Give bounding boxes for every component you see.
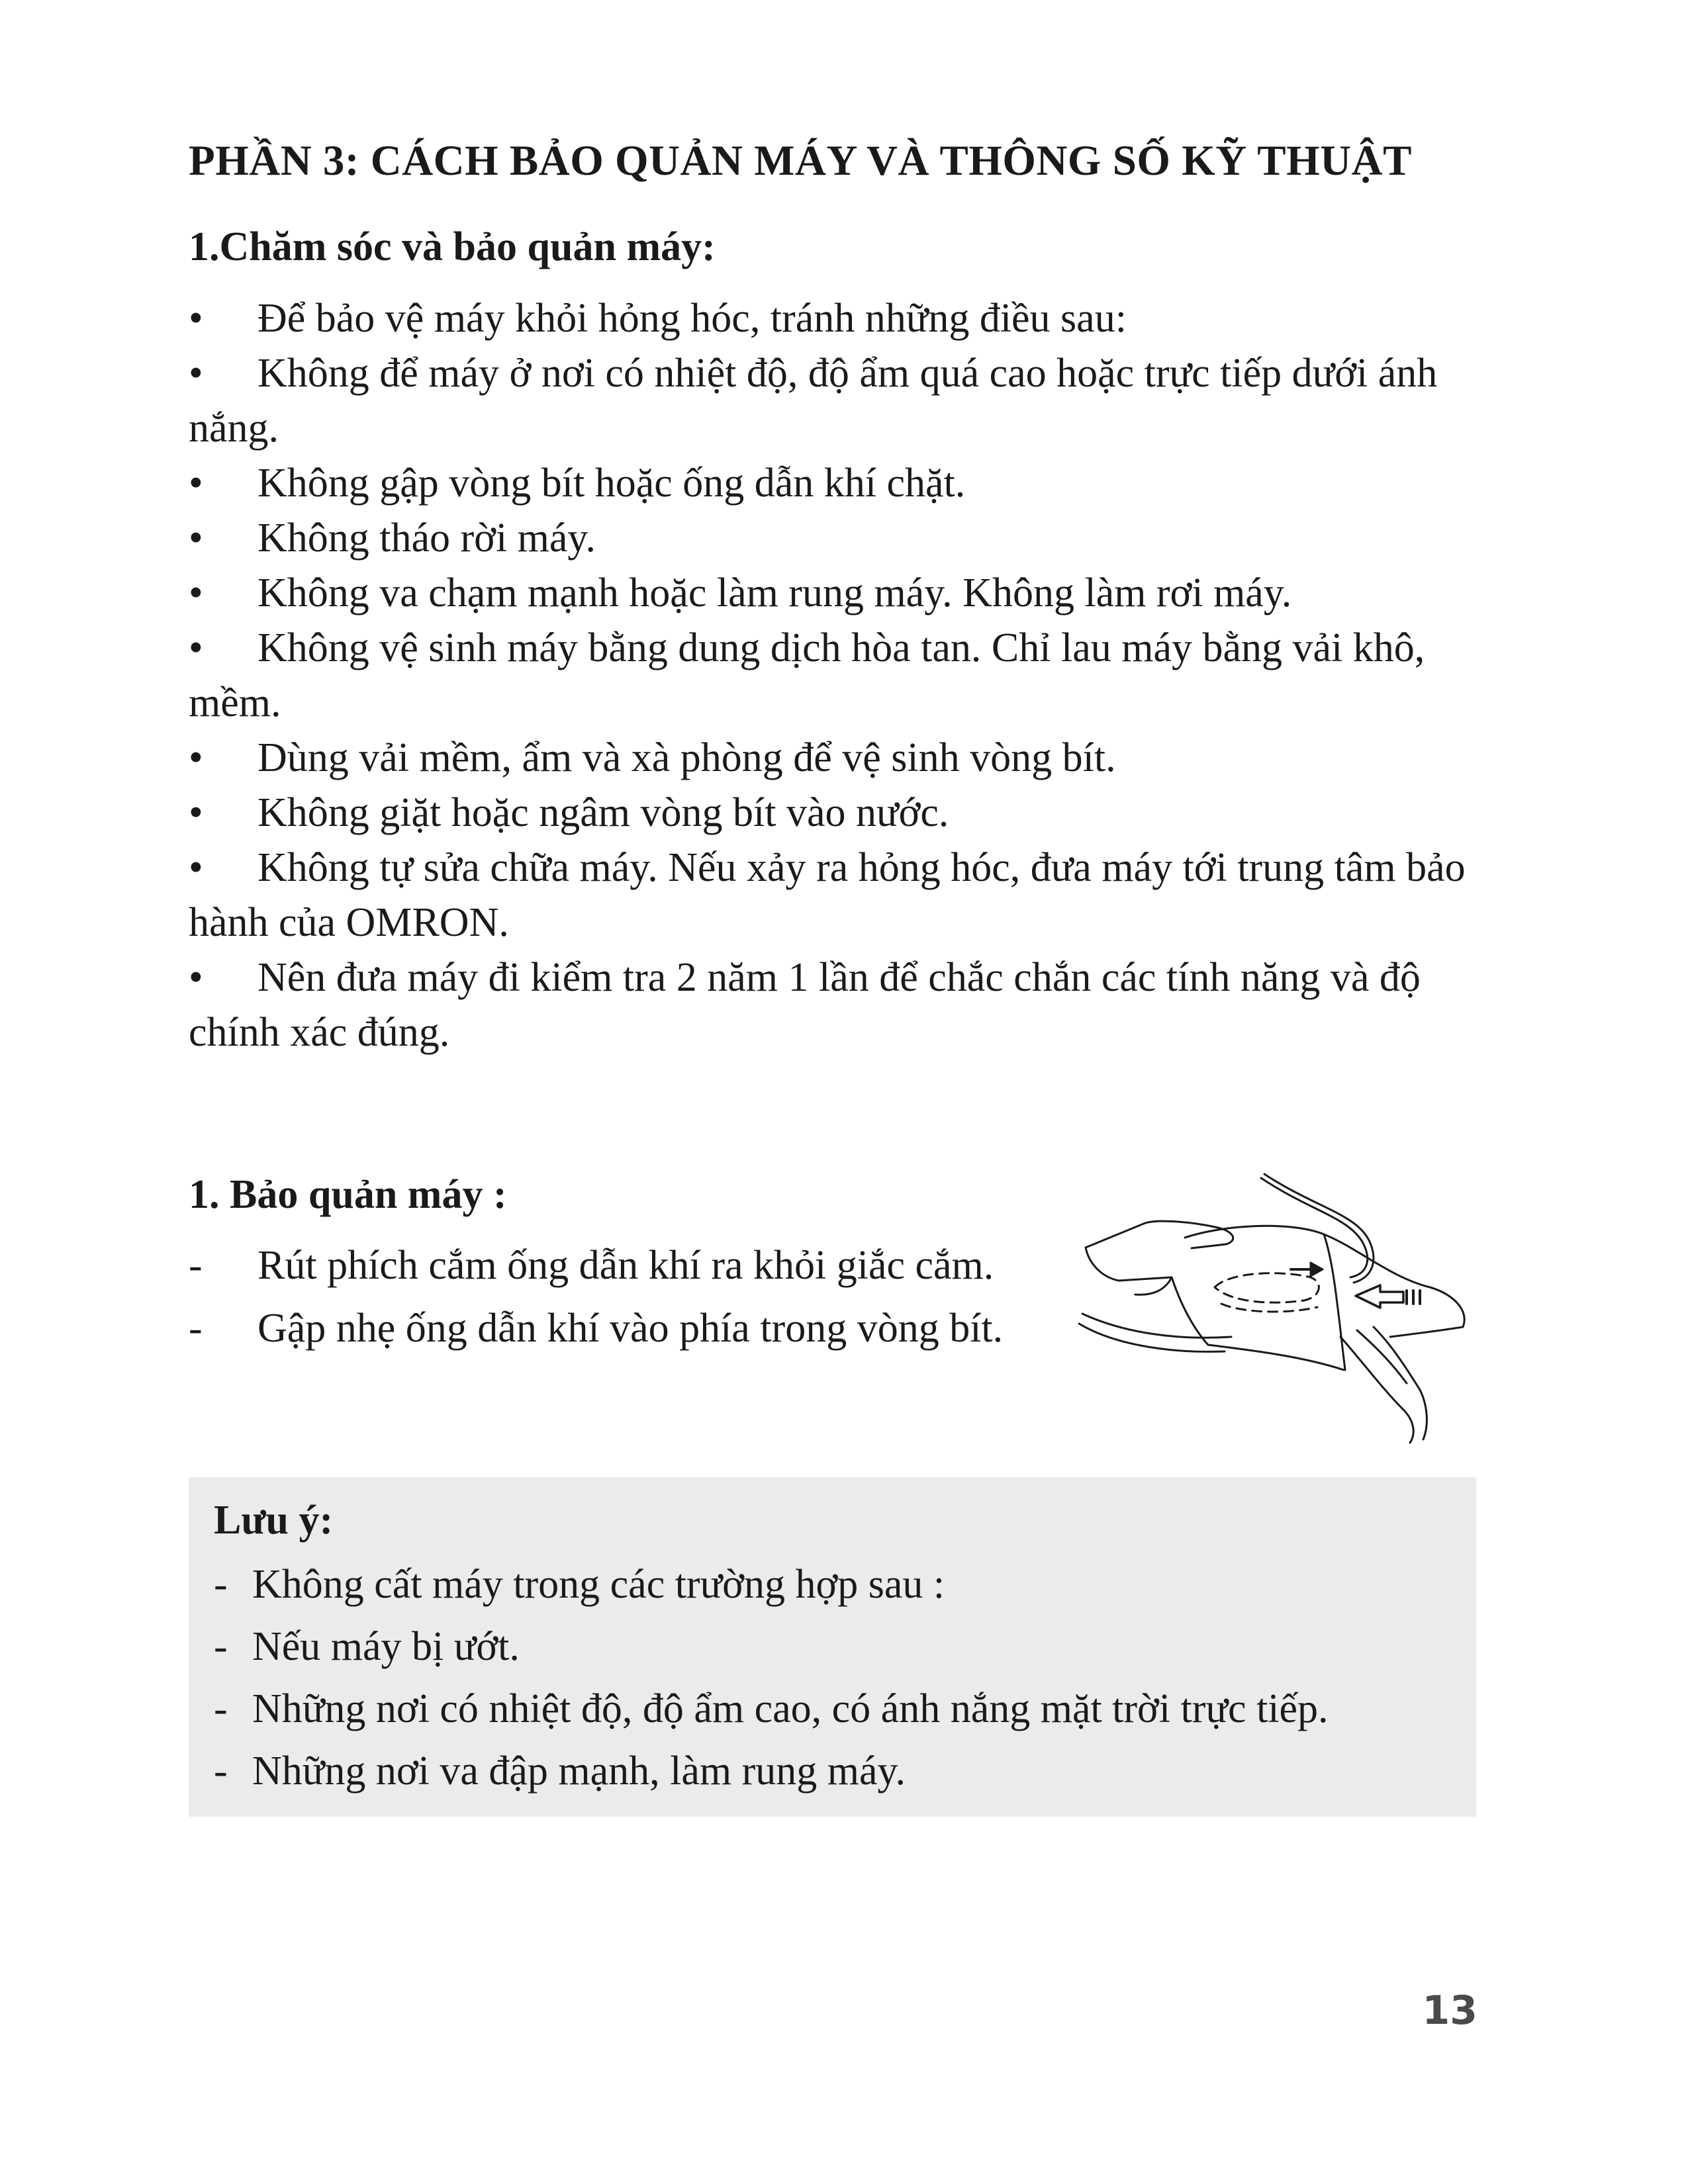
section-title: PHẦN 3: CÁCH BẢO QUẢN MÁY VÀ THÔNG SỐ KỸ THUẬT <box>189 137 1412 185</box>
dash: - <box>214 1749 228 1794</box>
bullet: • <box>189 461 203 506</box>
list-item <box>214 1553 1329 1615</box>
dash: - <box>214 1562 228 1607</box>
list-item <box>189 621 1513 731</box>
list-item <box>189 786 1513 841</box>
list-item-text: Không gập vòng bít hoặc ống dẫn khí chặt. <box>258 461 966 506</box>
list-item-text: Không tháo rời máy. <box>258 516 596 561</box>
bullet: • <box>189 955 203 1000</box>
list-item <box>189 456 1513 511</box>
list-item <box>189 950 1513 1060</box>
bullet: • <box>189 351 203 396</box>
list-item-text: Dùng vải mềm, ẩm và xà phòng để vệ sinh vòng bít. <box>258 735 1116 780</box>
list-item <box>214 1740 1329 1802</box>
dash: - <box>189 1243 203 1288</box>
list-item <box>189 566 1513 621</box>
list-item <box>214 1678 1329 1740</box>
bullet: • <box>189 790 203 835</box>
list-item <box>189 291 1513 346</box>
dash: - <box>214 1624 228 1669</box>
list-item-text: Không để máy ở nơi có nhiệt độ, độ ẩm quá cao hoặc trực tiếp dưới ánh nắng. <box>189 351 1438 451</box>
page-number: 13 <box>1422 1987 1477 2034</box>
list-item <box>189 346 1513 456</box>
list-item-text: Không tự sửa chữa máy. Nếu xảy ra hỏng hóc, đưa máy tới trung tâm bảo hành của OMRON. <box>189 845 1466 945</box>
note-list <box>214 1553 1329 1802</box>
list-item-text: Gập nhẹ ống dẫn khí vào phía trong vòng bít. <box>258 1306 1004 1351</box>
list-item-text: Không cất máy trong các trường hợp sau : <box>252 1562 945 1607</box>
list-item-text: Không va chạm mạnh hoặc làm rung máy. Không làm rơi máy. <box>258 570 1292 615</box>
note-title: Lưu ý: <box>214 1498 334 1543</box>
list-item-text: Để bảo vệ máy khỏi hỏng hóc, tránh những điều sau: <box>258 296 1127 341</box>
bullet: • <box>189 735 203 780</box>
list-item-text: Nên đưa máy đi kiểm tra 2 năm 1 lần để chắc chắn các tính năng và độ chính xác đúng. <box>189 955 1421 1055</box>
list-item-text: Những nơi có nhiệt độ, độ ẩm cao, có ánh nắng mặt trời trực tiếp. <box>252 1686 1329 1731</box>
storage-list <box>189 1234 1115 1360</box>
list-item-text: Nếu máy bị ướt. <box>252 1624 520 1669</box>
care-heading: 1.Chăm sóc và bảo quản máy: <box>189 224 716 269</box>
bullet: • <box>189 516 203 561</box>
bullet: • <box>189 570 203 615</box>
list-item <box>189 841 1513 950</box>
list-item <box>189 1234 1115 1297</box>
bullet: • <box>189 845 203 890</box>
bullet: • <box>189 625 203 670</box>
dash: - <box>189 1306 203 1351</box>
storage-heading: 1. Bảo quản máy : <box>189 1172 507 1217</box>
list-item <box>189 731 1513 786</box>
bullet: • <box>189 296 203 341</box>
cuff-folding-illustration <box>1072 1171 1496 1449</box>
care-list <box>189 291 1513 1060</box>
list-item-text: Không giặt hoặc ngâm vòng bít vào nước. <box>258 790 949 835</box>
list-item-text: Những nơi va đập mạnh, làm rung máy. <box>252 1749 906 1794</box>
list-item-text: Rút phích cắm ống dẫn khí ra khỏi giắc cắm. <box>258 1243 994 1288</box>
list-item <box>189 511 1513 566</box>
list-item-text: Không vệ sinh máy bằng dung dịch hòa tan. Chỉ lau máy bằng vải khô, mềm. <box>189 625 1425 725</box>
dash: - <box>214 1686 228 1731</box>
list-item <box>189 1297 1115 1360</box>
note-box <box>189 1477 1476 1817</box>
list-item <box>214 1615 1329 1678</box>
